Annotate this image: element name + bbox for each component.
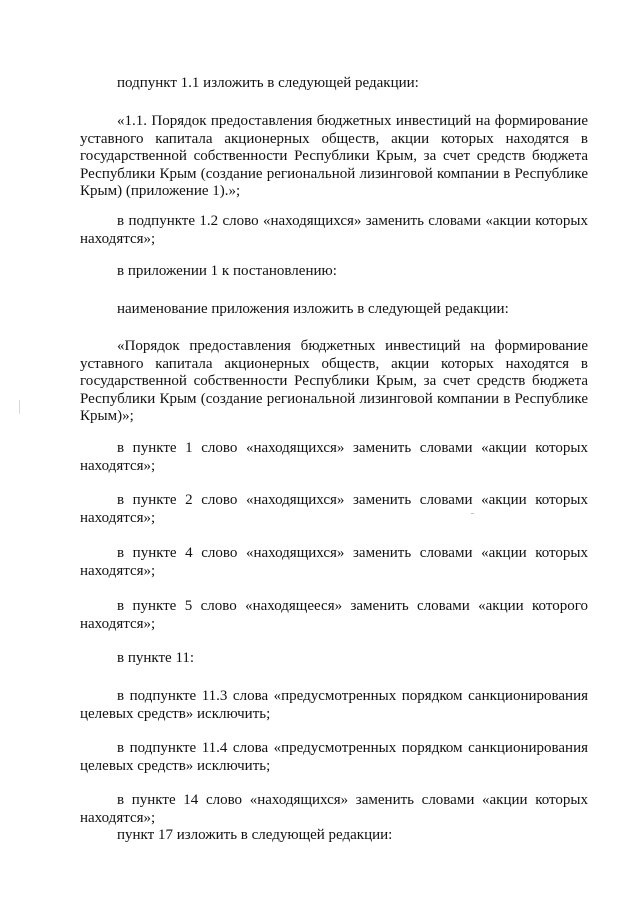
paragraph-12: в подпункте 11.3 слова «предусмотренных порядком санкционирования целевых средств» исключить;	[80, 688, 588, 722]
paragraph-3: в подпункте 1.2 слово «находящихся» заменить словами «акции которых находятся»;	[80, 213, 588, 247]
paragraph-13: в подпункте 11.4 слова «предусмотренных порядком санкционирования целевых средств» исключить;	[80, 740, 588, 774]
paragraph-11: в пункте 11:	[117, 650, 195, 666]
paragraph-5: наименование приложения изложить в следующей редакции:	[117, 301, 509, 317]
paragraph-14: в пункте 14 слово «находящихся» заменить словами «акции которых находятся»;	[80, 792, 588, 826]
paragraph-8: в пункте 2 слово «находящихся» заменить словами «акции которых находятся»;	[80, 492, 588, 526]
paragraph-6: «Порядок предоставления бюджетных инвестиций на формирование уставного капитала акционерных обществ, акции которых находятся в государственной собственности Республики Крым, за счет средств бюджета Республики Крым (создание региональной лизинговой компании в Республике Крым)»;	[80, 338, 588, 425]
paragraph-2: «1.1. Порядок предоставления бюджетных инвестиций на формирование уставного капитала акционерных обществ, акции которых находятся в государственной собственности Республики Крым, за счет средств бюджета Республики Крым (создание региональной лизинговой компании в Республике Крым) (приложение 1).»;	[80, 113, 588, 200]
paragraph-15: пункт 17 изложить в следующей редакции:	[117, 827, 393, 843]
paragraph-7: в пункте 1 слово «находящихся» заменить словами «акции которых находятся»;	[80, 440, 588, 474]
paragraph-10: в пункте 5 слово «находящееся» заменить словами «акции которого находятся»;	[80, 598, 588, 632]
scan-margin-mark	[19, 400, 20, 414]
paragraph-9: в пункте 4 слово «находящихся» заменить словами «акции которых находятся»;	[80, 545, 588, 579]
scan-speck	[471, 513, 474, 514]
paragraph-4: в приложении 1 к постановлению:	[117, 263, 337, 279]
paragraph-1: подпункт 1.1 изложить в следующей редакции:	[117, 75, 419, 91]
